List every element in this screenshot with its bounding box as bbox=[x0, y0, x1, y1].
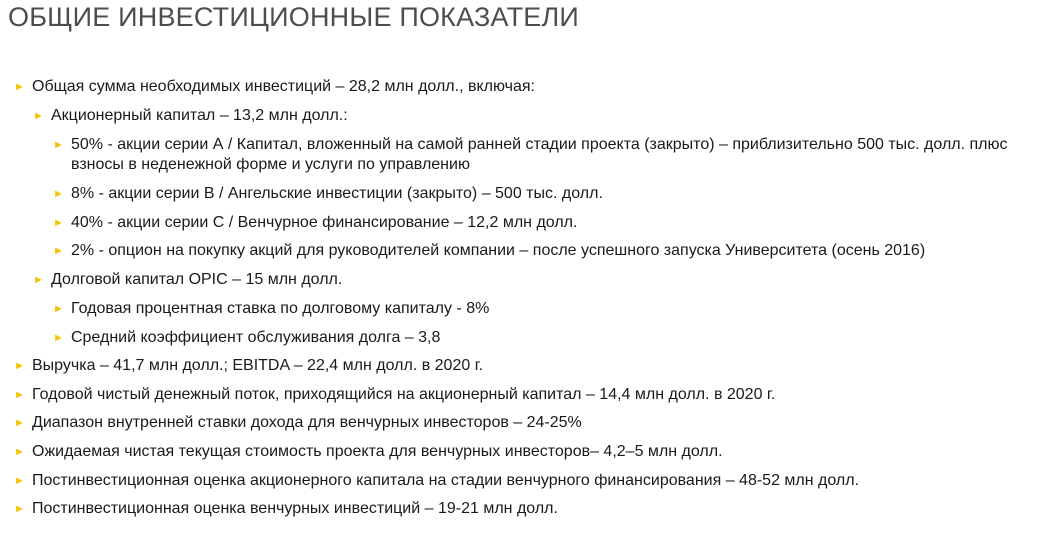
bullet-equity-capital bbox=[33, 106, 348, 126]
bullet-arrow-icon: ► bbox=[53, 245, 64, 257]
bullet-arrow-icon: ► bbox=[14, 389, 25, 401]
bullet-cash-flow bbox=[14, 385, 775, 405]
bullet-text: Постинвестиционная оценка венчурных инвестиций – 19-21 млн долл. bbox=[32, 500, 558, 517]
bullet-npv bbox=[14, 442, 723, 462]
bullet-total-investment bbox=[14, 77, 535, 97]
bullet-text: 2% - опцион на покупку акций для руководителей компании – после успешного запуска Университета (осень 2016) bbox=[71, 242, 926, 259]
bullet-arrow-icon: ► bbox=[53, 303, 64, 315]
bullet-series-a bbox=[53, 135, 1043, 175]
bullet-series-c bbox=[53, 213, 577, 233]
bullet-text: 50% - акции серии А / Капитал, вложенный на самой ранней стадии проекта (закрыто) – приблизительно 500 тыс. долл. плюс взносы в неденежной форме и услуги по управлению bbox=[71, 136, 1008, 173]
bullet-series-b bbox=[53, 184, 603, 204]
bullet-arrow-icon: ► bbox=[53, 139, 64, 151]
bullet-text: Постинвестиционная оценка акционерного капитала на стадии венчурного финансирования – 48-52 млн долл. bbox=[32, 472, 860, 489]
bullet-debt-coverage bbox=[53, 328, 440, 348]
bullet-arrow-icon: ► bbox=[33, 110, 44, 122]
bullet-text: Выручка – 41,7 млн долл.; EBITDA – 22,4 млн долл. в 2020 г. bbox=[32, 357, 484, 374]
bullet-post-money-equity bbox=[14, 471, 859, 491]
bullet-arrow-icon: ► bbox=[53, 188, 64, 200]
bullet-arrow-icon: ► bbox=[14, 446, 25, 458]
bullet-text: Ожидаемая чистая текущая стоимость проекта для венчурных инвесторов– 4,2–5 млн долл. bbox=[32, 443, 723, 460]
bullet-interest-rate bbox=[53, 299, 489, 319]
bullet-debt-capital bbox=[33, 270, 342, 290]
bullet-arrow-icon: ► bbox=[53, 217, 64, 229]
bullet-text: Долговой капитал OPIC – 15 млн долл. bbox=[51, 271, 343, 288]
bullet-arrow-icon: ► bbox=[33, 274, 44, 286]
bullet-text: Общая сумма необходимых инвестиций – 28,2 млн долл., включая: bbox=[32, 78, 535, 95]
bullet-text: 8% - акции серии В / Ангельские инвестиции (закрыто) – 500 тыс. долл. bbox=[71, 185, 603, 202]
bullet-arrow-icon: ► bbox=[14, 417, 25, 429]
bullet-post-money-venture bbox=[14, 499, 558, 519]
bullet-arrow-icon: ► bbox=[14, 360, 25, 372]
bullet-arrow-icon: ► bbox=[53, 332, 64, 344]
bullet-arrow-icon: ► bbox=[14, 81, 25, 93]
page-title: ОБЩИЕ ИНВЕСТИЦИОННЫЕ ПОКАЗАТЕЛИ bbox=[8, 2, 580, 32]
bullet-stock-option bbox=[53, 241, 925, 261]
bullet-arrow-icon: ► bbox=[14, 475, 25, 487]
bullet-text: Акционерный капитал – 13,2 млн долл.: bbox=[51, 107, 348, 124]
bullet-irr-range bbox=[14, 413, 582, 433]
bullet-text: Средний коэффициент обслуживания долга – 3,8 bbox=[71, 329, 441, 346]
bullet-text: Диапазон внутренней ставки дохода для венчурных инвесторов – 24-25% bbox=[32, 414, 582, 431]
bullet-text: 40% - акции серии С / Венчурное финансирование – 12,2 млн долл. bbox=[71, 214, 578, 231]
bullet-text: Годовая процентная ставка по долговому капиталу - 8% bbox=[71, 300, 490, 317]
bullet-text: Годовой чистый денежный поток, приходящийся на акционерный капитал – 14,4 млн долл. в 2020 г. bbox=[32, 386, 776, 403]
bullet-arrow-icon: ► bbox=[14, 503, 25, 515]
bullet-revenue bbox=[14, 356, 483, 376]
